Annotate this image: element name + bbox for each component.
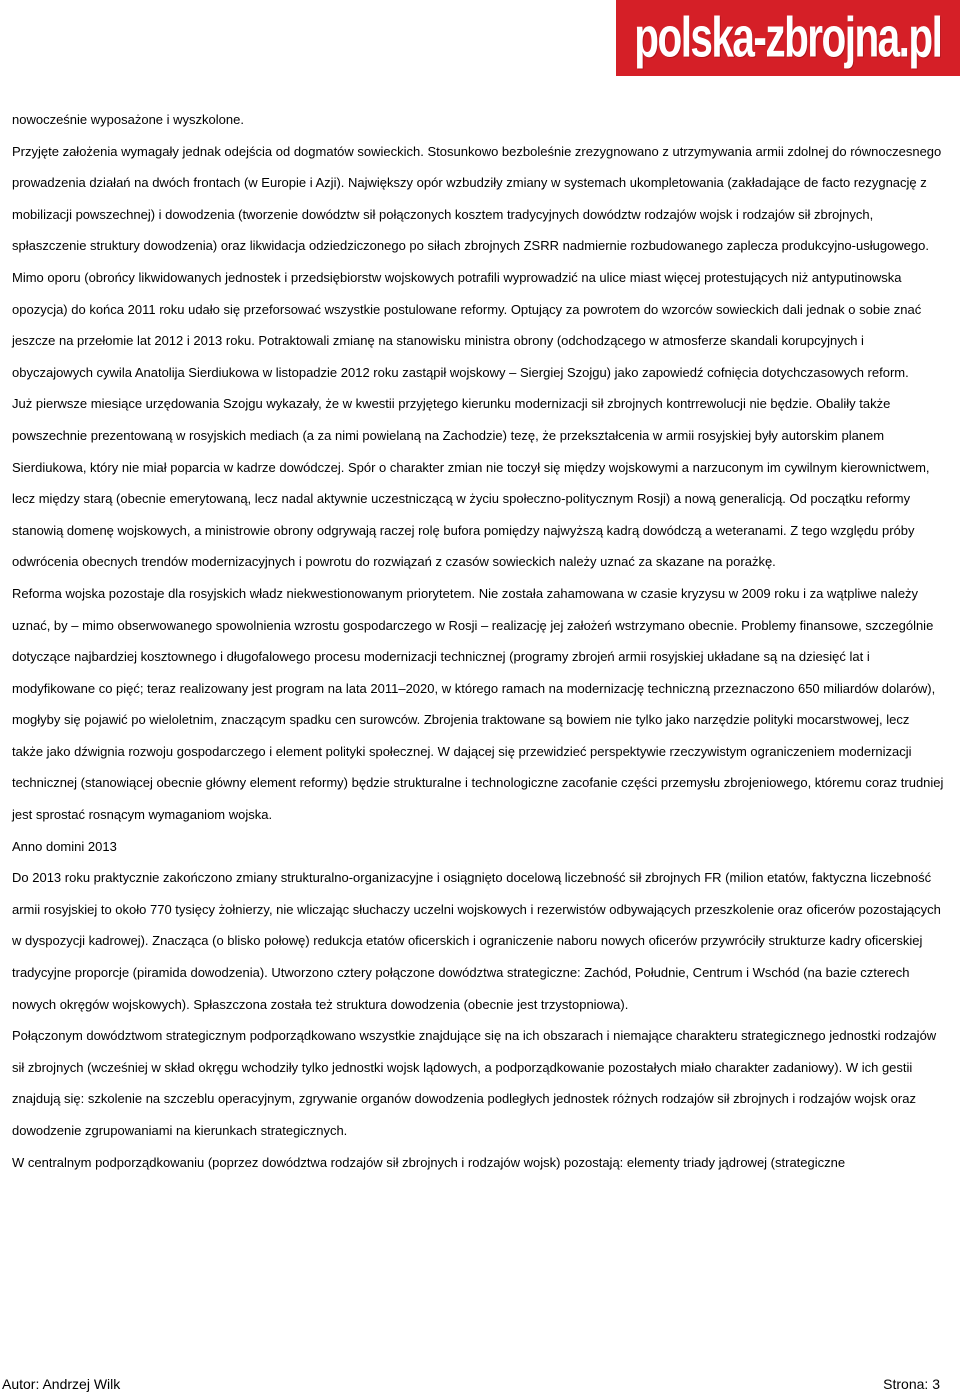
paragraph: Reforma wojska pozostaje dla rosyjskich władz niekwestionowanym priorytetem. Nie została zahamowana w czasie kryzysu w 2009 roku i za wątpliwe należy uznać, by – mimo obserwowanego spowolnienia wzrostu gospodarczego w Rosji – realizację jej założeń wstrzymano obecnie. Problemy finansowe, szczególnie dotyczące najbardziej kosztownego i długofalowego procesu modernizacji technicznej (programy zbrojeń armii rosyjskiej układane są na dziesięć lat i modyfikowane co pięć; teraz realizowany jest program na lata 2011–2020, w którego ramach na modernizację techniczną przeznaczono 650 miliardów dolarów), mogłyby się pojawić po wieloletnim, znaczącym spadku cen surowców. Zbrojenia traktowane są bowiem nie tylko jako narzędzie polityki mocarstwowej, lecz także jako dźwignia rozwoju gospodarczego i element polityki społecznej. W dającej się przewidzieć perspektywie rzeczywistym ograniczeniem modernizacji technicznej (stanowiącej obecnie główny element reformy) będzie strukturalne i technologiczne zacofanie części przemysłu zbrojeniowego, któremu coraz trudniej jest sprostać rosnącym wymaganiom wojska. — [12, 585, 944, 823]
paragraph: Do 2013 roku praktycznie zakończono zmiany strukturalno-organizacyjne i osiągnięto docelową liczebność sił zbrojnych FR (milion etatów, faktyczna liczebność armii rosyjskiej to około 770 tysięcy żołnierzy, nie wliczając słuchaczy uczelni wojskowych i rezerwistów odbywających przeszkolenie oraz oficerów pozostających w dyspozycji kadrowej). Znacząca (o blisko połowę) redukcja etatów oficerskich i ograniczenie naboru nowych oficerów przywróciły strukturze kadry oficerskiej tradycyjne proporcje (piramida dowodzenia). Utworzono cztery połączone dowództwa strategiczne: Zachód, Południe, Centrum i Wschód (na bazie czterech nowych okręgów wojskowych). Spłaszczona została też struktura dowodzenia (obecnie jest trzystopniowa). — [12, 870, 941, 1012]
paragraph: nowocześnie wyposażone i wyszkolone. — [12, 112, 244, 127]
paragraph: Połączonym dowództwom strategicznym podporządkowano wszystkie znajdujące się na ich obszarach i niemające charakteru strategicznego jednostki rodzajów sił zbrojnych (wcześniej w skład okręgu wchodziły tylko jednostki wojsk lądowych, a podporządkowanie pozostałych miało charakter zadaniowy). W ich gestii znajdują się: szkolenie na szczeblu operacyjnym, zgrywanie organów dowodzenia podległych jednostek różnych rodzajów sił zbrojnych i rodzajów wojsk oraz dowodzenie zgrupowaniami na kierunkach strategicznych. — [12, 1028, 937, 1138]
paragraph: Już pierwsze miesiące urzędowania Szojgu wykazały, że w kwestii przyjętego kierunku modernizacji sił zbrojnych kontrrewolucji nie będzie. Obaliły także powszechnie prezentowaną w rosyjskich mediach (a za nimi powielaną na Zachodzie) tezę, że przekształcenia w armii rosyjskiej były autorskim planem Sierdiukowa, który nie miał poparcia w kadrze dowódczej. Spór o charakter zmian nie toczył się między wojskowymi a narzuconym im cywilnym kierownictwem, lecz między starą (obecnie emerytowaną, lecz nadal aktywnie uczestniczącą w życiu społeczno-politycznym Rosji) a nową generalicją. Od początku reformy stanowią domenę wojskowych, a ministrowie obrony odgrywają raczej rolę bufora pomiędzy najwyższą kadrą dowódczą a weteranami. Z tego względu próby odwrócenia obecnych trendów modernizacyjnych i powrotu do rozwiązań z czasów sowieckich należy uznać za skazane na porażkę. — [12, 396, 930, 570]
paragraph: Mimo oporu (obrońcy likwidowanych jednostek i przedsiębiorstw wojskowych potrafili wyprowadzić na ulice miast więcej protestujących niż antyputinowska opozycja) do końca 2011 roku udało się przeforsować wszystkie postulowane reformy. Optujący za powrotem do wzorców sowieckich dali jednak o sobie znać jeszcze na przełomie lat 2012 i 2013 roku. Potraktowali zmianę na stanowisku ministra obrony (odchodzącego w atmosferze skandali korupcyjnych i obyczajowych cywila Anatolija Sierdiukowa w listopadzie 2012 roku zastąpił wojskowy – Siergiej Szojgu) jako zapowiedź cofnięcia dotychczasowych reform. — [12, 269, 922, 380]
page-number: Strona: 3 — [883, 1376, 940, 1392]
paragraph: W centralnym podporządkowaniu (poprzez dowództwa rodzajów sił zbrojnych i rodzajów wojsk) pozostają: elementy triady jądrowej (strategiczne — [12, 1154, 846, 1170]
paragraph: Przyjęte założenia wymagały jednak odejścia od dogmatów sowieckich. Stosunkowo bezboleśnie zrezygnowano z utrzymywania armii zdolnej do równoczesnego prowadzenia działań na dwóch frontach (w Europie i Azji). Największy opór wzbudziły zmiany w systemach ukompletowania (zakładające de facto rezygnację z mobilizacji powszechnej) i dowodzenia (tworzenie dowództw sił połączonych kosztem tradycyjnych dowództw rodzajów wojsk i rodzajów sił zbrojnych, spłaszczenie struktury dowodzenia) oraz likwidacja odziedziczonego po siłach zbrojnych ZSRR nadmiernie rozbudowanego zaplecza produkcyjno-usługowego. — [12, 143, 942, 254]
article-body — [12, 104, 944, 1178]
site-logo[interactable] — [616, 0, 960, 76]
logo-text: polska-zbrojna.pl — [634, 6, 942, 70]
author-label: Autor: Andrzej Wilk — [2, 1376, 121, 1392]
page-footer — [2, 1372, 940, 1396]
section-heading: Anno domini 2013 — [12, 838, 117, 854]
